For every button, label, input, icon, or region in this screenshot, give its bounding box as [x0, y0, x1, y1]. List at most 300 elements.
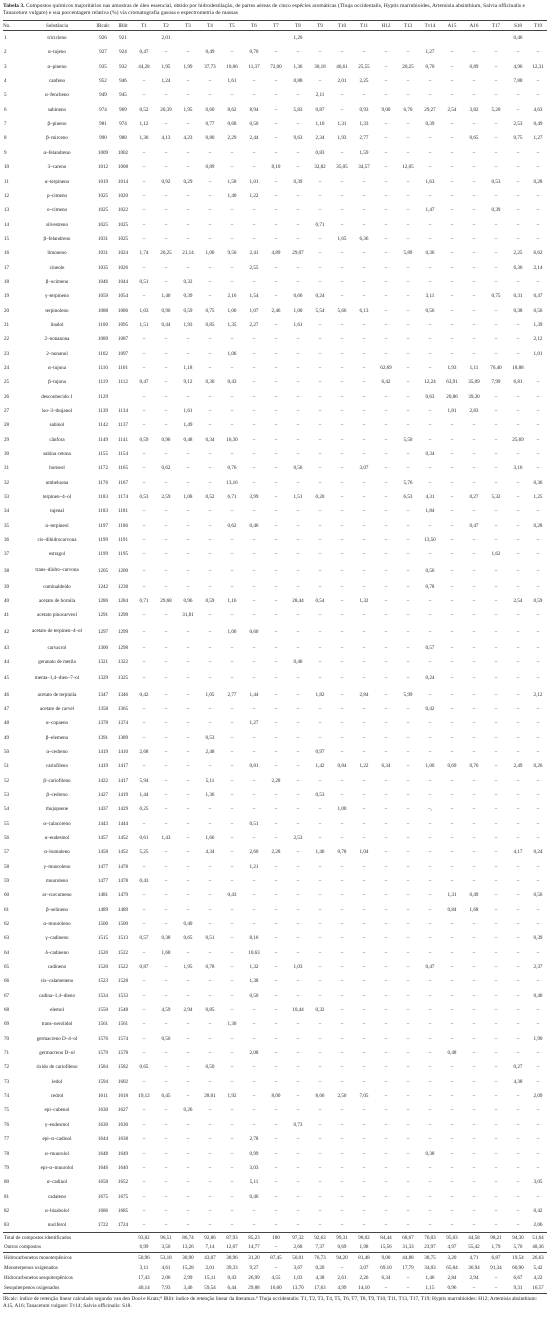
value-cell: 29,27	[424, 106, 436, 113]
value-cell: –	[164, 628, 168, 635]
value-cell: –	[450, 1221, 454, 1228]
value-cell: –	[340, 1021, 344, 1028]
value-cell: 2,55	[249, 264, 259, 271]
value-cell: 0,24	[315, 293, 325, 300]
value-cell: –	[406, 612, 410, 619]
value-cell: –	[164, 522, 168, 529]
value-cell: –	[428, 791, 432, 798]
value-cell: –	[164, 675, 168, 682]
ir-lit-cell: 1298	[117, 612, 129, 619]
value-cell: 0,30	[205, 379, 215, 386]
summary-row	[3, 1243, 547, 1253]
value-cell: 2,08	[249, 1050, 259, 1057]
value-cell: –	[340, 734, 344, 741]
value-cell: –	[274, 364, 278, 371]
value-cell: –	[516, 691, 520, 698]
table-row	[3, 623, 547, 641]
column-header: T9	[309, 21, 331, 31]
value-cell: 1,20	[293, 35, 303, 42]
compound-table	[3, 20, 547, 1294]
value-cell: –	[536, 1164, 540, 1171]
ir-lit-cell: 1522	[117, 949, 129, 956]
summary-value: 99,31	[331, 1232, 353, 1242]
value-cell: –	[186, 748, 190, 755]
ir-calc-cell: 1419	[97, 748, 109, 755]
value-cell: 0,53	[315, 791, 325, 798]
summary-value: –	[274, 1244, 278, 1251]
value-cell: –	[428, 422, 432, 429]
value-cell: –	[450, 278, 454, 285]
value-cell: –	[164, 508, 168, 515]
substance-name: β–selineno	[45, 906, 69, 913]
value-cell: –	[142, 92, 146, 99]
value-cell: –	[274, 479, 278, 486]
ir-calc-cell: 1458	[97, 849, 109, 856]
ir-calc-cell: 1523	[97, 978, 109, 985]
value-cell: –	[208, 675, 212, 682]
substance-name: β–ocimeno	[45, 278, 69, 285]
ir-calc-cell: 1155	[98, 451, 108, 458]
value-cell: –	[406, 393, 410, 400]
value-cell	[463, 31, 485, 45]
summary-value: 2,01	[205, 1265, 215, 1272]
summary-value: 3,50	[161, 1244, 171, 1251]
value-cell: –	[494, 479, 498, 486]
value-cell: –	[340, 537, 344, 544]
value-cell: 1,51	[293, 494, 303, 501]
ir-lit-cell: 945	[119, 92, 127, 99]
value-cell: –	[142, 192, 146, 199]
value-cell: 1,40	[161, 293, 171, 300]
value-cell: 10,06	[226, 63, 238, 70]
summary-value: 2,68	[293, 1244, 303, 1251]
value-cell: –	[164, 207, 168, 214]
row-number: 17	[4, 264, 10, 271]
value-cell: –	[340, 494, 344, 501]
value-cell	[353, 31, 375, 45]
value-cell: –	[494, 1107, 498, 1114]
table-row	[3, 859, 547, 873]
value-cell: 2,49	[513, 763, 523, 770]
summary-value: 1,15	[419, 1283, 441, 1293]
value-cell: –	[230, 734, 234, 741]
value-cell: –	[274, 350, 278, 357]
value-cell: 0,25	[139, 806, 149, 813]
value-cell: –	[274, 178, 278, 185]
value-cell: –	[296, 436, 300, 443]
value-cell: –	[142, 293, 146, 300]
summary-value: 4,55	[271, 1275, 281, 1282]
value-cell: –	[536, 612, 540, 619]
value-cell: –	[516, 935, 520, 942]
value-cell: 0,42	[139, 691, 149, 698]
value-cell: –	[186, 350, 190, 357]
value-cell: –	[340, 1164, 344, 1171]
summary-value: 69,10	[380, 1265, 392, 1272]
value-cell: –	[296, 379, 300, 386]
value-cell: –	[362, 479, 366, 486]
summary-value: 0,69	[337, 1244, 347, 1251]
value-cell: –	[230, 806, 234, 813]
value-cell: –	[274, 235, 278, 242]
value-cell: 0,39	[533, 935, 543, 942]
summary-value: 34,03	[424, 1265, 436, 1272]
value-cell: –	[472, 691, 476, 698]
summary-row	[3, 1263, 547, 1273]
value-cell: –	[450, 164, 454, 171]
value-cell: 20,39	[160, 106, 172, 113]
value-cell: –	[186, 863, 190, 870]
value-cell: –	[318, 350, 322, 357]
substance-name: umbeluona	[45, 479, 69, 486]
table-body	[3, 31, 547, 1233]
row-number: 28	[4, 422, 10, 429]
value-cell: –	[516, 921, 520, 928]
value-cell: –	[252, 834, 256, 841]
value-cell: –	[340, 675, 344, 682]
value-cell: 1,06	[205, 250, 215, 257]
value-cell: 0,56	[293, 465, 303, 472]
value-cell: 0,36	[425, 250, 435, 257]
substance-name: α–felandreno	[43, 149, 71, 156]
summary-value: 4,61	[161, 1265, 171, 1272]
value-cell: –	[274, 1150, 278, 1157]
value-cell: –	[208, 612, 212, 619]
value-cell: –	[230, 820, 234, 827]
value-cell: –	[252, 748, 256, 755]
value-cell: –	[230, 612, 234, 619]
value-cell: 5,94	[139, 777, 149, 784]
table-row	[3, 702, 547, 716]
substance-name: α–terpineol	[45, 522, 69, 529]
value-cell: –	[536, 644, 540, 651]
row-number: 21	[4, 321, 10, 328]
row-number: 24	[4, 364, 10, 371]
summary-value: 4,22	[533, 1275, 543, 1282]
substance-name: α–pineno	[47, 63, 67, 70]
value-cell: 3,03	[249, 1164, 259, 1171]
value-cell: 1,11	[469, 364, 479, 371]
row-number: 65	[4, 964, 10, 971]
value-cell: –	[516, 149, 520, 156]
ir-calc-cell: 1422	[97, 777, 109, 784]
value-cell: –	[186, 777, 190, 784]
value-cell: –	[362, 1050, 366, 1057]
value-cell: –	[142, 734, 146, 741]
substance-name: cineole	[49, 264, 65, 271]
column-header: T4	[199, 21, 221, 31]
value-cell: –	[384, 1050, 388, 1057]
value-cell: –	[318, 567, 322, 574]
value-cell: –	[274, 906, 278, 913]
value-cell: 2,83	[469, 408, 479, 415]
value-cell: –	[516, 1136, 520, 1143]
value-cell: –	[340, 393, 344, 400]
value-cell: –	[450, 1107, 454, 1114]
summary-value: 29,88	[243, 1283, 265, 1293]
value-cell: –	[274, 1050, 278, 1057]
value-cell: 1,07	[249, 307, 259, 314]
value-cell: –	[142, 551, 146, 558]
row-number: 73	[4, 1078, 10, 1085]
value-cell: –	[274, 748, 278, 755]
summary-value: 16,57	[529, 1283, 547, 1293]
value-cell: –	[274, 321, 278, 328]
value-cell: –	[252, 1035, 256, 1042]
value-cell: –	[318, 379, 322, 386]
value-cell: –	[318, 992, 322, 999]
value-cell: 0,85	[205, 1007, 215, 1014]
substance-name: γ–cadineno	[45, 935, 69, 942]
value-cell: –	[186, 465, 190, 472]
value-cell: –	[318, 777, 322, 784]
value-cell: 35,09	[468, 379, 480, 386]
caption-label: Tabela 3.	[3, 3, 25, 9]
value-cell: –	[516, 734, 520, 741]
value-cell: –	[406, 135, 410, 142]
value-cell: 1,82	[315, 691, 325, 698]
value-cell: –	[142, 644, 146, 651]
value-cell: –	[406, 379, 410, 386]
table-row	[3, 594, 547, 608]
summary-value: 17,43	[138, 1275, 150, 1282]
value-cell: –	[274, 221, 278, 228]
value-cell: 0,44	[161, 321, 171, 328]
value-cell: –	[208, 978, 212, 985]
summary-value: 30,90	[177, 1253, 199, 1263]
value-cell: 0,48	[447, 1050, 457, 1057]
value-cell: –	[318, 583, 322, 590]
value-cell: –	[164, 583, 168, 590]
value-cell: 20,25	[160, 250, 172, 257]
value-cell: 0,96	[183, 598, 193, 605]
value-cell: –	[472, 1064, 476, 1071]
table-row	[3, 74, 547, 88]
value-cell: –	[536, 278, 540, 285]
column-header: T11	[353, 21, 375, 31]
summary-value: 95,03	[441, 1232, 463, 1242]
value-cell: –	[164, 1136, 168, 1143]
summary-value: 91,34	[490, 1265, 502, 1272]
value-cell: –	[274, 834, 278, 841]
value-cell: –	[472, 791, 476, 798]
value-cell: –	[516, 278, 520, 285]
value-cell: –	[428, 278, 432, 285]
row-number: 44	[4, 659, 10, 666]
value-cell: –	[472, 1021, 476, 1028]
ir-lit-cell: 1417	[117, 777, 129, 784]
value-cell: –	[186, 949, 190, 956]
value-cell: –	[274, 935, 278, 942]
value-cell: –	[230, 364, 234, 371]
value-cell: –	[362, 1107, 366, 1114]
value-cell: 4,34	[205, 849, 215, 856]
summary-label: Outros compostos	[4, 1244, 41, 1251]
value-cell: –	[164, 1179, 168, 1186]
value-cell: –	[274, 1078, 278, 1085]
value-cell: –	[428, 748, 432, 755]
summary-value: 4,99	[331, 1283, 353, 1293]
value-cell: 0,42	[425, 705, 435, 712]
value-cell: –	[142, 921, 146, 928]
value-cell: –	[142, 1221, 146, 1228]
value-cell: –	[406, 863, 410, 870]
value-cell: –	[516, 863, 520, 870]
table-row	[3, 146, 547, 160]
value-cell: –	[384, 628, 388, 635]
value-cell: –	[208, 465, 212, 472]
value-cell: –	[318, 537, 322, 544]
substance-name: α–terpineno	[44, 178, 70, 185]
value-cell: 0,77	[205, 121, 215, 128]
ir-lit-cell: 1417	[117, 763, 129, 770]
value-cell: –	[494, 935, 498, 942]
value-cell: –	[186, 820, 190, 827]
row-number: 35	[4, 522, 10, 529]
value-cell: –	[450, 644, 454, 651]
ir-lit-cell: 1452	[117, 849, 129, 856]
value-cell: –	[164, 820, 168, 827]
value-cell: –	[318, 235, 322, 242]
value-cell: 0,59	[183, 307, 193, 314]
value-cell: 0,50	[205, 1064, 215, 1071]
value-cell: –	[318, 877, 322, 884]
value-cell: –	[536, 164, 540, 171]
substance-name: o–cimeno	[46, 207, 68, 214]
value-cell: –	[186, 235, 190, 242]
value-cell: 9,56	[227, 250, 237, 257]
value-cell: –	[252, 551, 256, 558]
value-cell: –	[340, 906, 344, 913]
value-cell: 5,25	[139, 849, 149, 856]
value-cell: –	[362, 551, 366, 558]
value-cell: –	[384, 748, 388, 755]
substance-name: acetato de bornila	[38, 598, 76, 605]
value-cell: –	[230, 1136, 234, 1143]
value-cell: 1,42	[315, 763, 325, 770]
value-cell: –	[494, 1035, 498, 1042]
value-cell: –	[362, 583, 366, 590]
table-row	[3, 1046, 547, 1060]
ir-calc-cell: 926	[99, 35, 107, 42]
value-cell: –	[384, 451, 388, 458]
value-cell: –	[230, 1207, 234, 1214]
value-cell: –	[362, 1221, 366, 1228]
value-cell: 2,46	[271, 307, 281, 314]
ir-calc-cell: 935	[99, 63, 107, 70]
value-cell: –	[494, 628, 498, 635]
summary-value: 0,20	[315, 1265, 325, 1272]
value-cell: –	[340, 479, 344, 486]
value-cell: 2,41	[249, 250, 259, 257]
value-cell: –	[536, 777, 540, 784]
table-row	[3, 580, 547, 594]
ir-lit-cell: 932	[119, 63, 127, 70]
table-row	[3, 303, 547, 317]
value-cell: –	[164, 720, 168, 727]
value-cell: –	[536, 1007, 540, 1014]
value-cell: –	[450, 1193, 454, 1200]
value-cell: –	[516, 192, 520, 199]
column-header: T17	[485, 21, 507, 31]
summary-value: 76,73	[309, 1253, 331, 1263]
value-cell: –	[450, 321, 454, 328]
summary-value: 6,67	[513, 1275, 523, 1282]
value-cell: 76,40	[490, 364, 502, 371]
value-cell: –	[516, 1021, 520, 1028]
ir-calc-cell: 1561	[97, 1021, 109, 1028]
ir-lit-cell: 1500	[117, 921, 129, 928]
value-cell: –	[186, 567, 190, 574]
value-cell: –	[142, 537, 146, 544]
ir-calc-cell: 1686	[97, 1207, 109, 1214]
value-cell: –	[362, 293, 366, 300]
value-cell: –	[186, 877, 190, 884]
value-cell: –	[516, 705, 520, 712]
value-cell: –	[384, 264, 388, 271]
summary-value: 94,30	[507, 1232, 529, 1242]
value-cell: 10,63	[248, 949, 260, 956]
value-cell: 1,31	[447, 892, 457, 899]
summary-value: 68,67	[397, 1232, 419, 1242]
value-cell: –	[186, 393, 190, 400]
value-cell: –	[472, 1035, 476, 1042]
value-cell: –	[252, 906, 256, 913]
value-cell: –	[428, 720, 432, 727]
value-cell: –	[208, 78, 212, 85]
summary-value: –	[463, 1283, 485, 1293]
value-cell: –	[340, 1179, 344, 1186]
value-cell: 0,32	[315, 1007, 325, 1014]
ir-lit-cell: 924	[119, 49, 127, 56]
ir-calc-cell: 1197	[98, 522, 108, 529]
value-cell: 2,53	[293, 834, 303, 841]
value-cell: –	[472, 1164, 476, 1171]
value-cell: –	[274, 106, 278, 113]
table-row	[3, 1089, 547, 1103]
value-cell	[133, 31, 155, 45]
value-cell: –	[186, 508, 190, 515]
value-cell: –	[230, 1121, 234, 1128]
value-cell: –	[406, 422, 410, 429]
value-cell: –	[142, 408, 146, 415]
value-cell: –	[494, 763, 498, 770]
value-cell: –	[536, 393, 540, 400]
summary-value: 3,67	[293, 1265, 303, 1272]
column-header: T7	[265, 21, 287, 31]
summary-value: 3,46	[177, 1283, 199, 1293]
value-cell: 0,73	[293, 1121, 303, 1128]
table-row	[3, 1218, 547, 1232]
value-cell: –	[472, 1050, 476, 1057]
value-cell: –	[472, 949, 476, 956]
value-cell: –	[516, 992, 520, 999]
value-cell: –	[516, 877, 520, 884]
substance-name: 2–nonanol	[46, 350, 68, 357]
value-cell: 3,99	[249, 494, 259, 501]
value-cell: –	[516, 1107, 520, 1114]
table-row	[3, 275, 547, 289]
value-cell: –	[274, 1121, 278, 1128]
value-cell: –	[274, 278, 278, 285]
value-cell: –	[472, 149, 476, 156]
value-cell: –	[450, 1007, 454, 1014]
ir-lit-cell: 1025	[117, 235, 129, 242]
value-cell: –	[230, 1193, 234, 1200]
value-cell: –	[428, 863, 432, 870]
value-cell: –	[384, 1035, 388, 1042]
value-cell: 0,97	[315, 748, 325, 755]
